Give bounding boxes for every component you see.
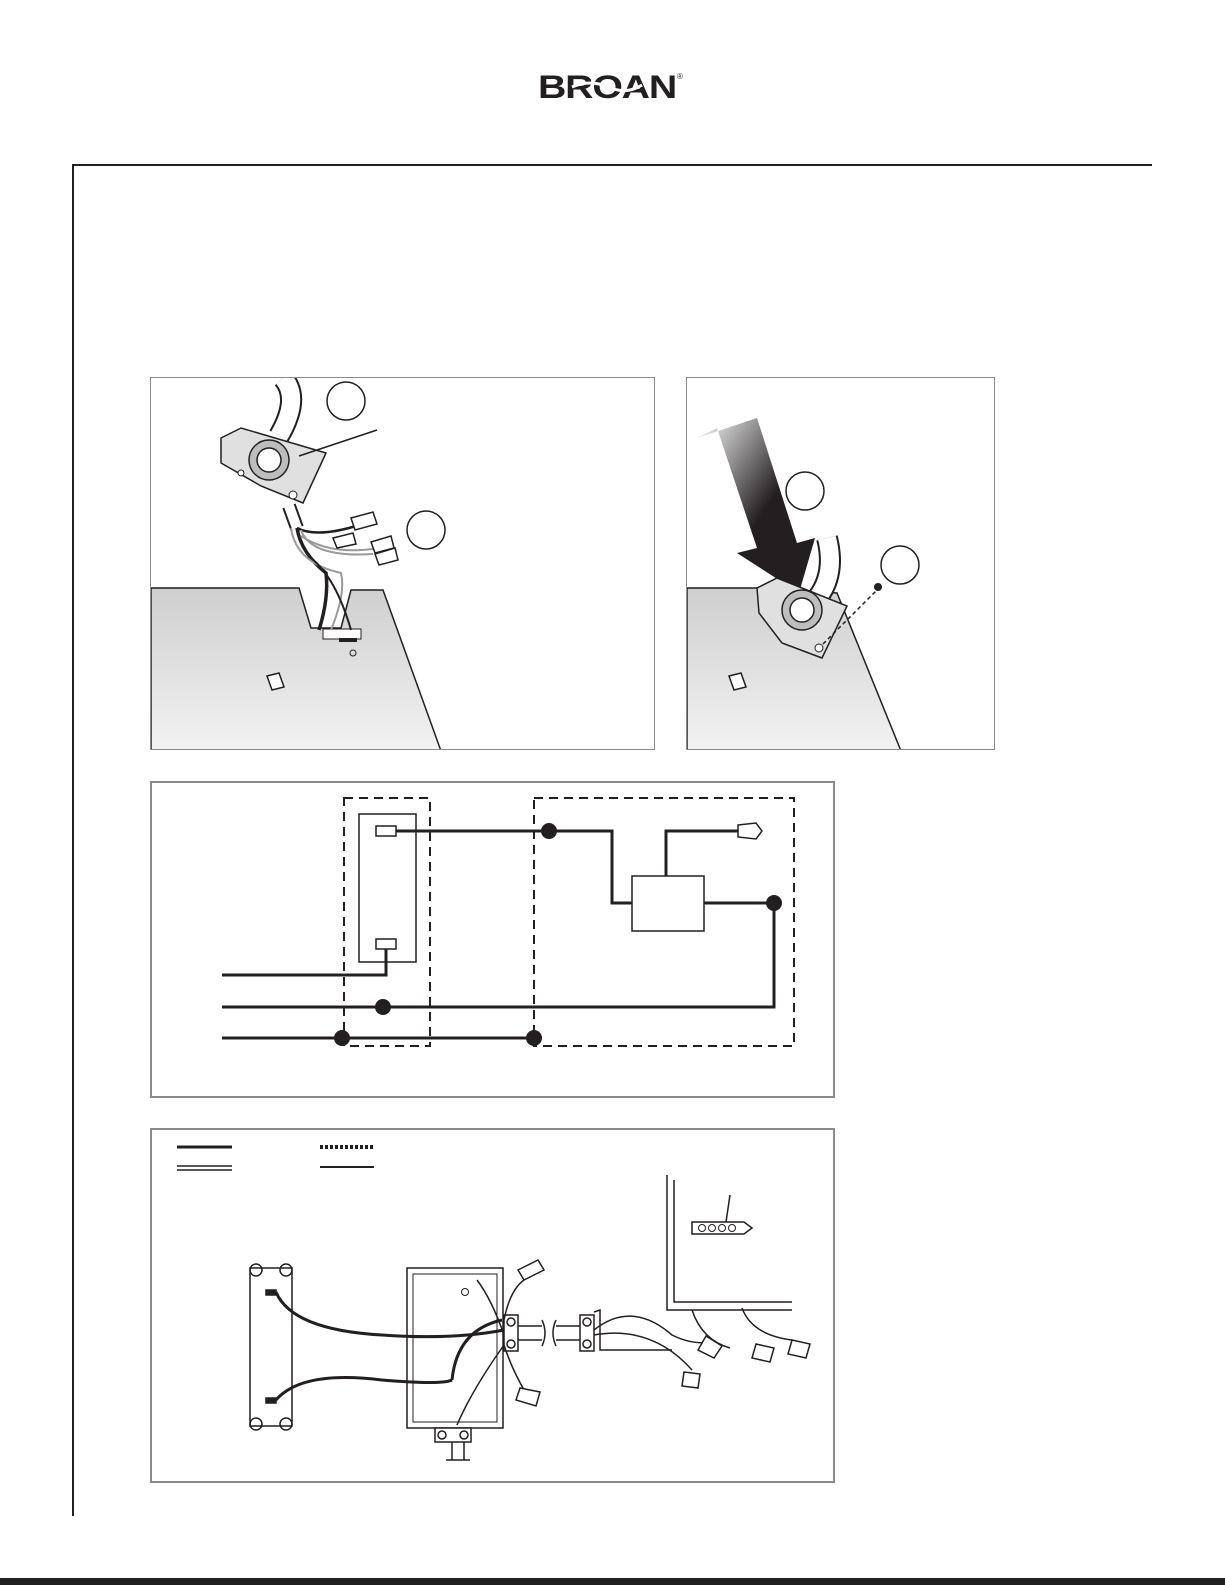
callout-circle-2 bbox=[881, 546, 919, 584]
wire-nut-icon bbox=[738, 823, 762, 839]
figure-plate-attach bbox=[686, 377, 995, 750]
svg-text:BROAN: BROAN bbox=[538, 70, 676, 102]
callout-circle-2 bbox=[407, 511, 445, 549]
junction-box-icon bbox=[407, 1268, 503, 1428]
fan-housing-shape bbox=[151, 588, 441, 750]
callout-circle-1 bbox=[327, 382, 365, 420]
wall-switch-icon bbox=[250, 1264, 292, 1430]
wire-nut-group bbox=[333, 512, 398, 565]
figure-schematic-diagram bbox=[150, 781, 835, 1098]
figure-pictorial-wiring bbox=[150, 1128, 835, 1483]
wire-legend bbox=[177, 1147, 374, 1170]
schematic-diagram bbox=[152, 783, 835, 1098]
wire-connector-illustration bbox=[151, 378, 655, 750]
screw-icon bbox=[874, 583, 882, 591]
page-top-rule bbox=[72, 164, 1152, 166]
figure-wire-connectors bbox=[150, 377, 655, 750]
page-bottom-rule bbox=[0, 1578, 1225, 1585]
plate-attach-illustration bbox=[687, 378, 995, 750]
motor-symbol bbox=[632, 876, 704, 931]
svg-text:®: ® bbox=[677, 72, 683, 81]
callout-circle-1 bbox=[786, 472, 824, 510]
pictorial-wiring-diagram bbox=[152, 1130, 835, 1483]
page-left-rule bbox=[72, 164, 74, 1516]
broan-logo bbox=[538, 70, 688, 102]
